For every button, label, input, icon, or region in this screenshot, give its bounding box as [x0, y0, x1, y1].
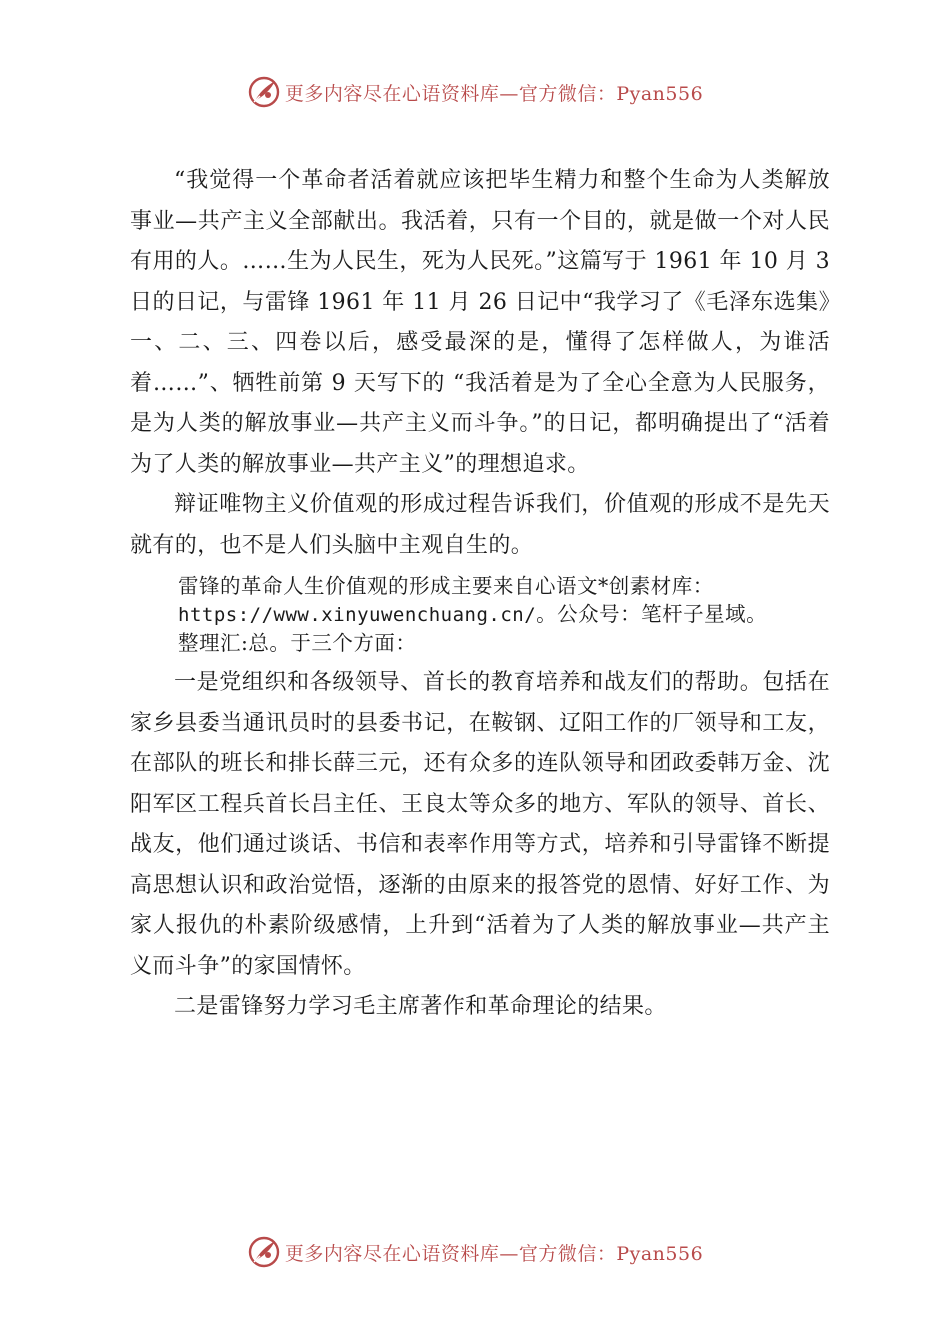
paragraph-second-source: 二是雷锋努力学习毛主席著作和革命理论的结果。 [174, 994, 667, 1019]
footer-watermark [0, 1230, 950, 1274]
quill-seal-icon [247, 1235, 281, 1269]
paragraph-first-source: 一是党组织和各级领导、首长的教育培养和战友们的帮助。包括在家乡县委当通讯员时的县委书记，在鞍钢、辽阳工作的厂领导和工友，在部队的班长和排长薛三元，还有众多的连队领导和团政委韩万金、沈阳军区工程兵首长吕主任、王良太等众多的地方、军队的领导、首长、战友，他们通过谈话、书信和表率作用等方式，培养和引导雷锋不断提高思想认识和政治觉悟，逐渐的由原来的报答党的恩情、好好工作、为家人报仇的朴素阶级感情，上升到“活着为了人类的解放事业—共产主义而斗争”的家国情怀。 [130, 670, 830, 979]
notice-line-2: 。公众号：笔杆子星域。 [536, 602, 768, 626]
paragraph-diary-quote: “我觉得一个革命者活着就应该把毕生精力和整个生命为人类解放事业—共产主义全部献出。我活着，只有一个目的，就是做一个对人民有用的人。……生为人民生，死为人民死。”这篇写于 1961 年 10 月 3 日的日记，与雷锋 1961 年 11 月 26 日记中“我学习了《毛泽东选集》一、二、三、四卷以后，感受最深的是，懂得了怎样做人，为谁活着……”、牺牲前第 9 天写下的 “我活着是为了全心全意为人民服务，是为人类的解放事业—共产主义而斗争。”的日记，都明确提出了“活着为了人类的解放事业—共产主义”的理想追求。 [130, 168, 830, 477]
notice-line-3: 整理汇:总。于三个方面： [178, 631, 417, 655]
paragraph-dialectic: 辩证唯物主义价值观的形成过程告诉我们，价值观的形成不是先天就有的，也不是人们头脑中主观自生的。 [130, 492, 830, 558]
document-body [130, 161, 830, 1028]
header-watermark [0, 70, 950, 114]
source-notice [130, 572, 830, 657]
watermark-text: 更多内容尽在心语资料库—官方微信：Pyan556 [284, 82, 704, 105]
notice-url[interactable]: https://www.xinyuwenchuang.cn/ [178, 604, 537, 626]
watermark-text: 更多内容尽在心语资料库—官方微信：Pyan556 [284, 1242, 704, 1265]
quill-seal-icon [247, 75, 281, 109]
notice-line-1: 雷锋的革命人生价值观的形成主要来自心语文*创素材库： [178, 574, 714, 598]
